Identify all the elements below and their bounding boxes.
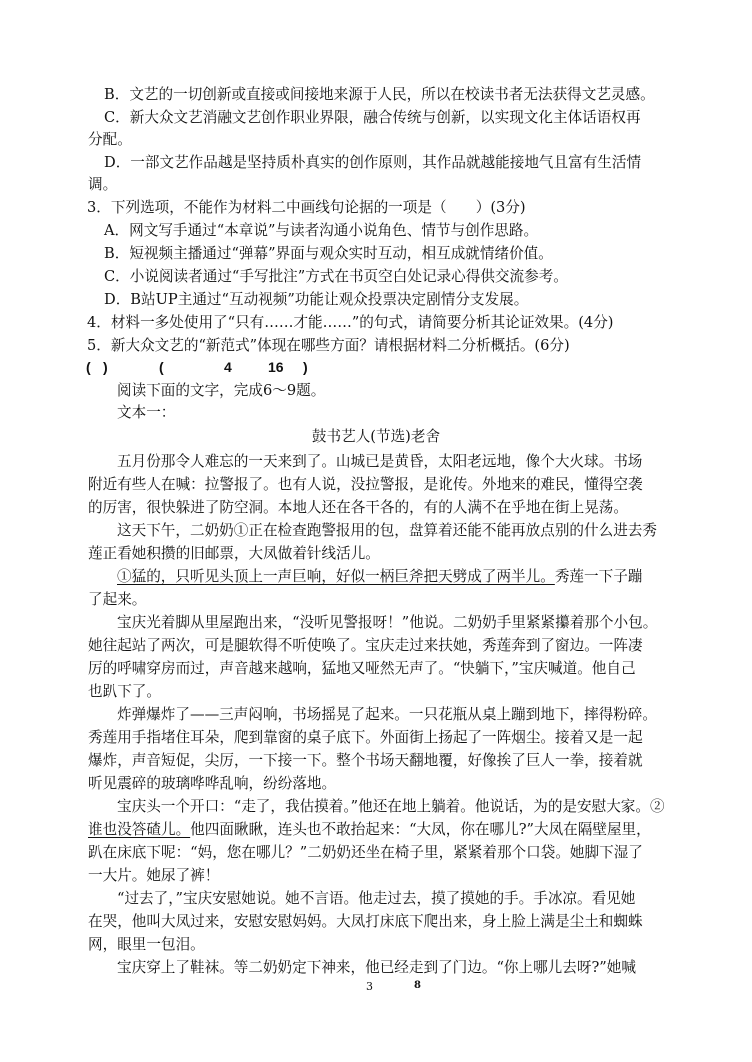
story-line: 附近有些人在喊：拉警报了。也有人说，没拉警报，是讹传。外地来的难民，懂得空袭 bbox=[88, 476, 643, 493]
q2-option-d-cont: 调。 bbox=[88, 176, 118, 193]
text-label: 文本一： bbox=[117, 404, 176, 421]
story-line-tail: 秀莲一下子蹦 bbox=[554, 568, 643, 585]
q3-option-b: B．短视频主播通过“弹幕”界面与观众实时互动，相互成就情绪价值。 bbox=[104, 245, 553, 262]
story-line: 宝庆穿上了鞋袜。等二奶奶定下神来，他已经走到了门边。“你上哪儿去呀?”她喊 bbox=[117, 959, 636, 976]
q5-stem: 5．新大众文艺的“新范式”体现在哪些方面？请根据材料二分析概括。(6分) bbox=[87, 337, 570, 354]
story-line: 莲正看她积攒的旧邮票，大凤做着针线活儿。 bbox=[88, 545, 380, 562]
q2-option-c-cont: 分配。 bbox=[88, 131, 132, 148]
underlined-sentence-2: 谁也没答碴儿。 bbox=[88, 821, 191, 838]
story-line: 的厉害，很快躲进了防空洞。本地人还在各干各的，有的人满不在乎地在街上晃荡。 bbox=[88, 499, 628, 516]
section-header-paren-open-2: ( bbox=[159, 359, 164, 375]
section-header-number-2: 16 bbox=[268, 359, 284, 375]
story-line: 厉的呼啸穿房而过，声音越来越响，猛地又哑然无声了。“快躺下，”宝庆喊道。他自己 bbox=[88, 660, 636, 677]
story-line: 了起来。 bbox=[88, 591, 147, 608]
q4-stem: 4．材料一多处使用了“只有……才能……”的句式，请简要分析其论证效果。(4分) bbox=[87, 314, 614, 331]
story-line: 也趴下了。 bbox=[88, 683, 161, 700]
q3-option-c: C．小说阅读者通过“手写批注”方式在书页空白处记录心得供交流参考。 bbox=[104, 268, 568, 285]
story-line-underlined-1 bbox=[117, 566, 642, 588]
q2-option-c: C．新大众文艺消融文艺创作职业界限，融合传统与创新，以实现文化主体话语权再 bbox=[104, 109, 641, 126]
q2-option-b: B．文艺的一切创新或直接或间接地来源于人民，所以在校读书者无法获得文艺灵感。 bbox=[104, 86, 655, 103]
story-line: “过去了，”宝庆安慰她说。她不言语。他走过去，摸了摸她的手。手冰凉。看见她 bbox=[117, 890, 636, 907]
story-line: 炸弹爆炸了——三声闷响，书场摇晃了起来。一只花瓶从桌上蹦到地下，摔得粉碎。 bbox=[117, 706, 657, 723]
underlined-sentence-1: ①猛的，只听见头顶上一声巨响，好似一柄巨斧把天劈成了两半儿。 bbox=[117, 568, 555, 585]
q2-option-d: D．一部文艺作品越是坚持质朴真实的创作原则，其作品就越能接地气且富有生活情 bbox=[104, 154, 642, 171]
story-line-underlined-2 bbox=[88, 819, 651, 841]
story-line: 这天下午，二奶奶①正在检查跑警报用的包，盘算着还能不能再放点别的什么进去秀 bbox=[117, 522, 657, 539]
section-header-paren-open: ( bbox=[86, 359, 91, 375]
q3-stem: 3．下列选项，不能作为材料二中画线句论据的一项是（ ）(3分) bbox=[87, 199, 526, 216]
story-line: 宝庆光着脚从里屋跑出来，“没听见警报呀！”他说。二奶奶手里紧紧攥着那个小包。 bbox=[117, 614, 658, 631]
q3-option-a: A．网文写手通过“本章说”与读者沟通小说角色、情节与创作思路。 bbox=[104, 222, 539, 239]
section-header-paren-close-2: ) bbox=[303, 359, 308, 375]
story-line: 听见震碎的玻璃哗哗乱响，纷纷落地。 bbox=[88, 775, 337, 792]
story-title: 鼓书艺人(节选)老舍 bbox=[311, 428, 441, 445]
section-header-number-1: 4 bbox=[224, 359, 232, 375]
page-total: 8 bbox=[414, 980, 421, 991]
page-number: 3 bbox=[366, 980, 373, 993]
q3-option-d: D．B站UP主通过“互动视频”功能让观众投票决定剧情分支发展。 bbox=[104, 291, 529, 308]
story-line: 爆炸，声音短促，尖厉，一下接一下。整个书场天翻地覆，好像挨了巨人一拳，接着就 bbox=[88, 752, 643, 769]
story-line: 五月份那令人难忘的一天来到了。山城已是黄昏，太阳老远地，像个大火球。书场 bbox=[117, 453, 643, 470]
story-line: 网，眼里一包泪。 bbox=[88, 936, 205, 953]
section-header-paren-close: ) bbox=[103, 359, 108, 375]
story-line: 秀莲用手指堵住耳朵，爬到靠窗的桌子底下。外面街上扬起了一阵烟尘。接着又是一起 bbox=[88, 729, 643, 746]
story-line: 一大片。她尿了裤！ bbox=[88, 867, 220, 884]
story-line: 在哭，他叫大凤过来，安慰安慰妈妈。大凤打床底下爬出来，身上脸上满是尘土和蜘蛛 bbox=[88, 913, 643, 930]
story-line: 她往起站了两次，可是腿软得不听使唤了。宝庆走过来扶她，秀莲奔到了窗边。一阵凄 bbox=[88, 637, 643, 654]
reading-intro: 阅读下面的文字，完成6～9题。 bbox=[117, 382, 326, 399]
story-line-tail: 他四面瞅瞅，连头也不敢抬起来：“大凤，你在哪儿?”大凤在隔壁屋里， bbox=[190, 821, 651, 838]
story-line: 趴在床底下呢：“妈，您在哪儿？”二奶奶还坐在椅子里，紧紧着那个口袋。她脚下湿了 bbox=[88, 844, 643, 861]
story-line: 宝庆头一个开口：“走了，我估摸着。”他还在地上躺着。他说话，为的是安慰大家。② bbox=[117, 798, 665, 815]
